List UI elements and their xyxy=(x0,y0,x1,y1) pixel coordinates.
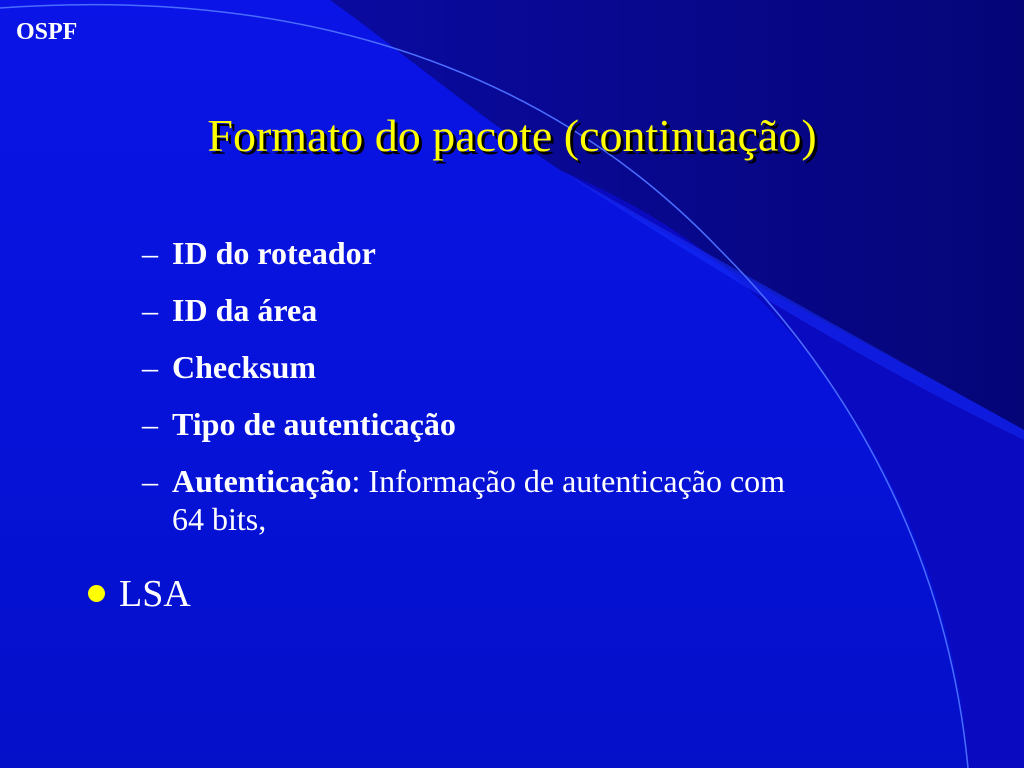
sub-item-auth-type xyxy=(142,405,962,443)
sub-item-area-id xyxy=(142,291,962,329)
dash-marker: – xyxy=(142,235,158,271)
sub-item-checksum xyxy=(142,348,962,386)
slide-title: Formato do pacote (continuação) xyxy=(207,110,817,161)
section-label: OSPF xyxy=(16,19,78,45)
sub-item-authentication xyxy=(142,462,962,538)
dash-marker: – xyxy=(142,406,158,442)
sub-item-detail-continued: 64 bits, xyxy=(172,501,267,537)
bullet-item-lsa xyxy=(88,572,191,616)
bullet-dot-icon xyxy=(88,585,105,602)
sub-item-term: Checksum xyxy=(172,349,317,385)
sub-item-term: Tipo de autenticação xyxy=(172,406,456,442)
sub-item-term: ID do roteador xyxy=(172,235,376,271)
sub-item-term: ID da área xyxy=(172,292,318,328)
bullet-text: LSA xyxy=(119,573,191,615)
sub-item-term: Autenticação xyxy=(172,463,352,499)
sub-item-router-id xyxy=(142,234,962,272)
dash-marker: – xyxy=(142,292,158,328)
dash-marker: – xyxy=(142,463,158,499)
dash-marker: – xyxy=(142,349,158,385)
sub-item-detail: : Informação de autenticação com xyxy=(351,463,786,499)
